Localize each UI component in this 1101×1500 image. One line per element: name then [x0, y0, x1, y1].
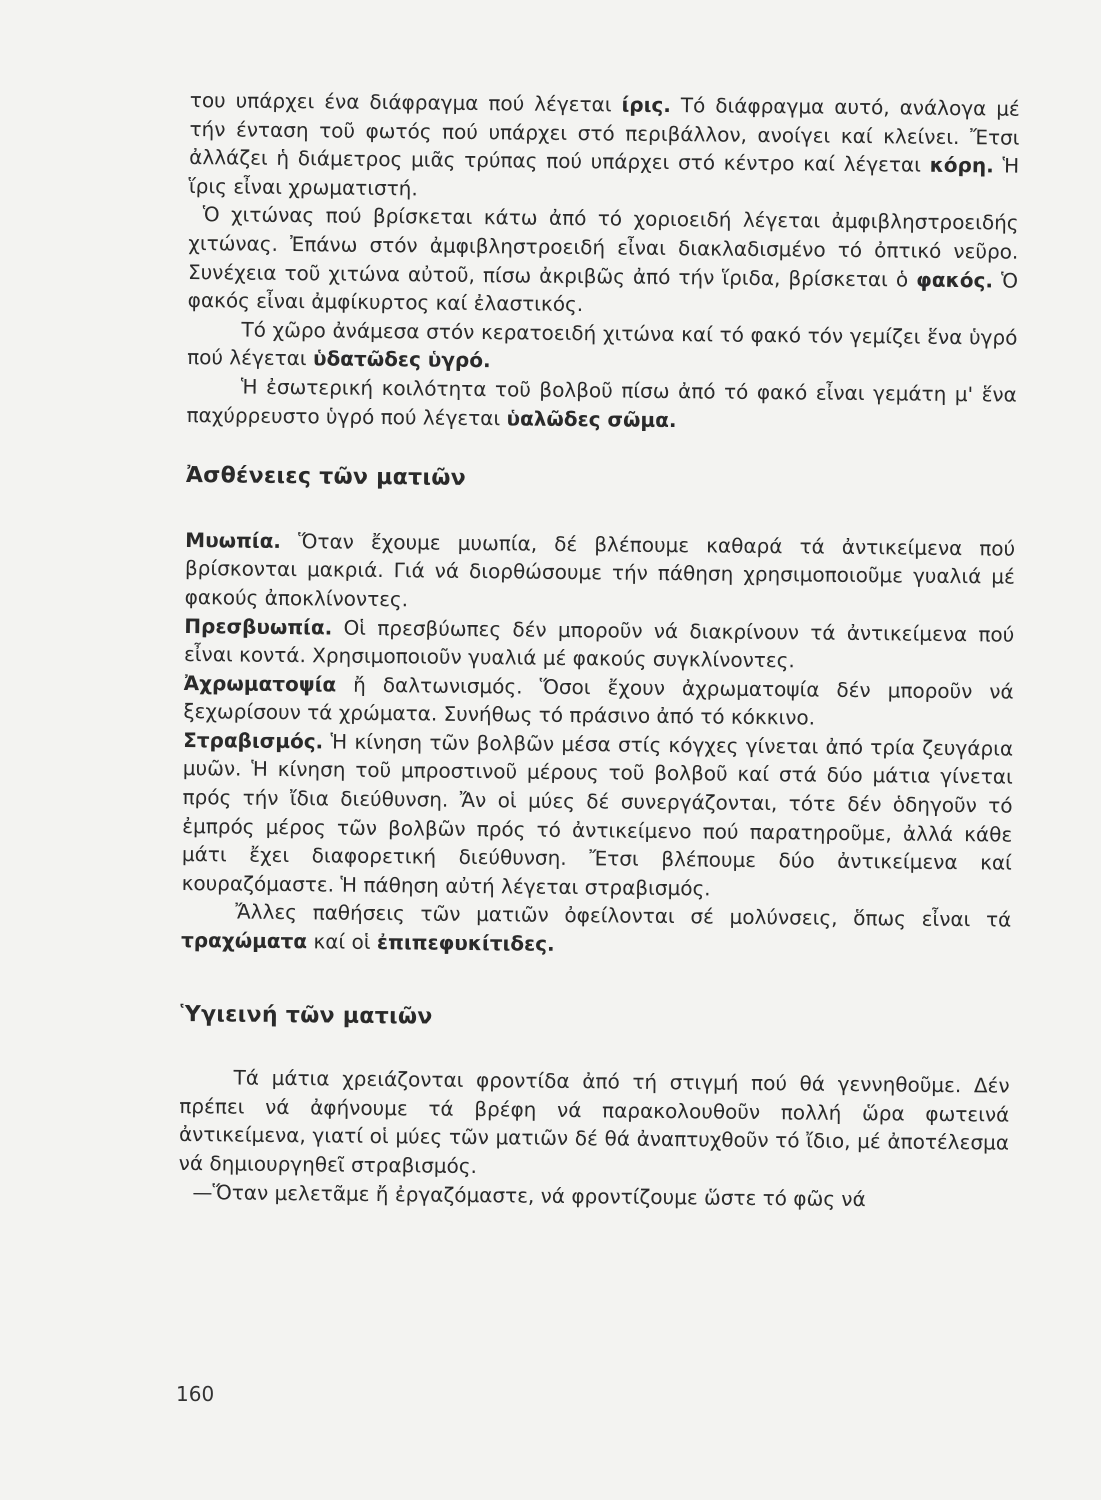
bold-term: ίρις. — [621, 92, 672, 118]
heading-eye-hygiene: Ὑγιεινή τῶν ματιῶν — [180, 1001, 433, 1030]
text-run: του υπάρχει ένα διάφραγμα πού λέγεται — [189, 87, 622, 117]
paragraph — [189, 86, 1020, 209]
paragraph — [187, 315, 1018, 381]
bold-term: Στραβισμός. — [183, 727, 324, 754]
paragraph — [183, 669, 1014, 735]
paragraph — [184, 611, 1015, 677]
bold-term: Πρεσβυωπία. — [184, 613, 333, 640]
section-intro — [186, 86, 1020, 438]
paragraph — [182, 726, 1014, 906]
bold-term: τραχώματα — [180, 927, 308, 954]
text-run: Οἱ πρεσβύωπες δέν μποροῦν νά διακρίνουν τά ἀντικείμενα πού εἶναι κοντά. Χρησιμοποιοῦν γυαλιά μέ φακούς συγκλίνοντες. — [183, 615, 1015, 673]
text-run: Ἡ κίνηση τῶν βολβῶν μέσα στίς κόγχες γίνεται ἀπό τρία ζευγάρια μυῶν. Ἡ κίνηση τοῦ μπροστινοῦ μέρους τοῦ βολβοῦ καί στά δύο μάτια γίνεται πρός τήν ἴδια διεύθυνση. Ἄν οἱ μύες δέ συνεργάζονται, τότε δέν ὁδηγοῦν τό ἐμπρός μέρος τῶν βολβῶν πρός τό ἀντικείμενο πού παρατηροῦμε, ἀλλά κάθε μάτι ἔχει διαφορετική διεύθυνση. Ἔτσι βλέπουμε δύο ἀντικείμενα καί κουραζόμαστε. Ἡ πάθηση αὐτή λέγεται στραβισμός. — [181, 729, 1014, 901]
page-text — [178, 86, 1020, 1215]
text-run: καί οἱ — [307, 929, 378, 955]
text-run: Τά μάτια χρειάζονται φροντίδα ἀπό τή στιγμή πού θά γεννηθοῦμε. Δέν πρέπει νά ἀφήνουμε τά βρέφη νά παρακολουθοῦν πολλή ὥρα φωτεινά ἀντικείμενα, γιατί οἱ μύες τῶν ματιῶν δέ θά ἀναπτυχθοῦν τό ἴδιο, μέ ἀποτέλεσμα νά δημιουργηθεῖ στραβισμός. — [178, 1065, 1010, 1179]
bold-term: ὑαλῶδες σῶμα. — [506, 405, 677, 432]
section-diseases — [181, 526, 1015, 964]
text-run: Τό χῶρο ἀνάμεσα στόν κερατοειδή χιτώνα καί τό φακό τόν γεμίζει ἕνα ὑγρό πού λέγεται — [187, 317, 1018, 371]
bold-term: ἐπιπεφυκίτιδες. — [376, 930, 555, 956]
text-run: Ὁ φακός εἶναι ἀμφίκυρτος καί ἐλαστικός. — [187, 267, 1019, 317]
bold-term: κόρη. — [929, 152, 994, 178]
text-run: Τό διάφραγμα αυτό, ανάλογα μέ τήν ένταση τοῦ φωτός πού υπάρχει στό περιβάλλον, ανοίγει καί κλείνει. Ἔτσι ἀλλάζει ἡ διάμετρος μιᾶς τρύπας πού υπάρχει στό κέντρο καί λέγεται — [189, 93, 1020, 177]
bold-term: φακός. — [916, 267, 994, 292]
paragraph — [179, 1063, 1010, 1186]
bold-term: Ἀχρωματοψία — [183, 670, 337, 697]
bold-term: Μυωπία. — [185, 527, 282, 553]
paragraph — [184, 526, 1015, 620]
text-run: Ὅταν ἔχουμε μυωπία, δέ βλέπουμε καθαρά τά ἀντικείμενα πού βρίσκονται μακριά. Γιά νά διορθώσουμε τήν πάθηση χρησιμοποιοῦμε γυαλιά μέ φακούς ἀποκλίνοντες. — [184, 528, 1016, 612]
paragraph — [186, 372, 1017, 438]
page-number: 160 — [176, 1382, 215, 1406]
paragraph — [188, 200, 1019, 323]
text-run: Ἡ ἐσωτερική κοιλότητα τοῦ βολβοῦ πίσω ἀπό τό φακό εἶναι γεμάτη μ' ἕνα παχύρρευστο ὑγρό πού λέγεται — [186, 374, 1017, 430]
text-run: Ὁ χιτώνας πού βρίσκεται κάτω ἀπό τό χοριοειδή λέγεται ἀμφιβληστροειδής χιτώνας. Ἐπάνω στόν ἀμφιβληστροειδή εἶναι διακλαδισμένο τό ὀπτικό νεῦρο. Συνέχεια τοῦ χιτώνα αὐτοῦ, πίσω ἀκριβῶς ἀπό τήν ἵριδα, βρίσκεται ὁ — [187, 202, 1019, 292]
paragraph — [181, 897, 1012, 963]
bold-term: ὑδατῶδες ὑγρό. — [312, 346, 491, 373]
section-hygiene — [178, 1063, 1009, 1215]
text-run: —Ὅταν μελετᾶμε ἤ ἐργαζόμαστε, νά φροντίζουμε ὥστε τό φῶς νά — [192, 1179, 866, 1211]
heading-eye-diseases: Ἀσθένειες τῶν ματιῶν — [185, 463, 467, 492]
text-run: Ἡ ἵρις εἶναι χρωματιστή. — [188, 153, 1020, 201]
text-run: Ἄλλες παθήσεις τῶν ματιῶν ὀφείλονται σέ μολύνσεις, ὅπως εἶναι τά — [235, 899, 1012, 933]
text-run: ἤ δαλτωνισμός. Ὅσοι ἔχουν ἀχρωματοψία δέν μποροῦν νά ξεχωρίσουν τά χρώματα. Συνήθως τό πράσινο ἀπό τό κόκκινο. — [183, 672, 1014, 730]
